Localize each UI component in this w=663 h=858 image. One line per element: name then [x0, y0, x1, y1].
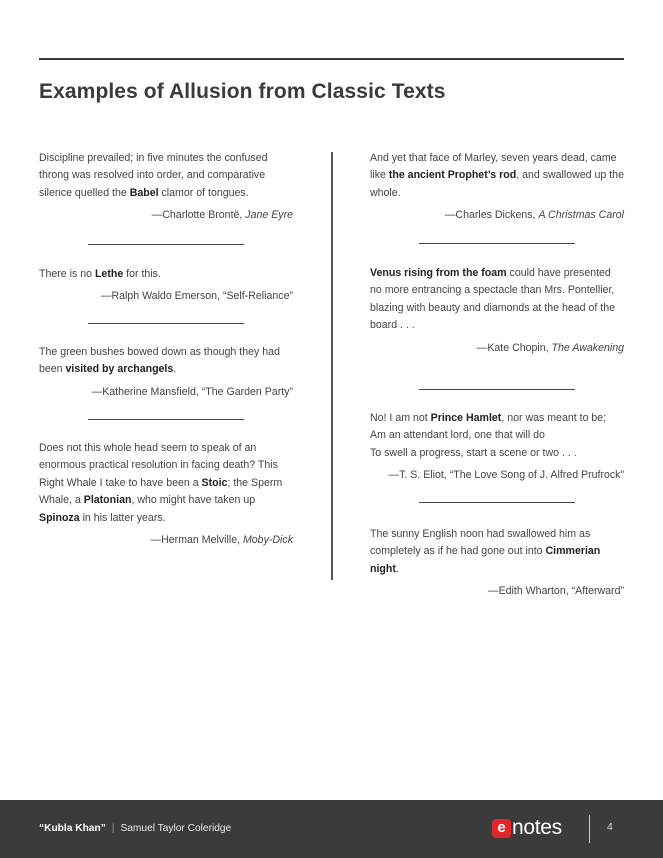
quote-block — [39, 150, 293, 235]
quote-attribution: —T. S. Eliot, “The Love Song of J. Alfred Prufrock” — [388, 469, 624, 482]
quote-text — [39, 344, 293, 379]
allusion-term: Platonian — [83, 494, 132, 507]
quote-attribution: —Kate Chopin, The Awakening — [476, 341, 624, 354]
quote-segment: The green bushes bowed down as though they had been — [39, 346, 280, 376]
right-column — [370, 150, 624, 598]
quote-attribution: —Katherine Mansfield, “The Garden Party” — [91, 385, 293, 398]
quote-segment: Discipline prevailed; in five minutes the confused throng was resolved into order, and comparative silence quelled the — [39, 152, 268, 199]
quote-block — [39, 440, 293, 547]
quote-segment: No! I am not — [370, 412, 431, 424]
allusion-term: Babel — [129, 186, 159, 199]
quote-text — [39, 440, 293, 527]
page-number: 4 — [607, 822, 613, 833]
quote-segment: , and swallowed up the whole. — [370, 169, 624, 199]
enotes-logo-icon: e — [492, 819, 511, 838]
quote-block — [39, 344, 293, 418]
quote-segment: And yet that face of Marley, seven years dead, came like — [370, 152, 617, 182]
quote-attribution: —Edith Wharton, “Afterward” — [488, 585, 624, 598]
column-divider — [331, 152, 333, 580]
quote-text — [370, 526, 624, 578]
footer-divider — [589, 815, 590, 843]
quote-segment: ; the Sperm Whale, a — [39, 476, 283, 507]
quote-segment: There is no — [39, 268, 95, 280]
footer — [0, 800, 663, 858]
quote-text — [39, 150, 293, 202]
quote-segment: , who might have taken up — [131, 494, 256, 507]
quote-block — [370, 526, 624, 598]
page-title: Examples of Allusion from Classic Texts — [39, 80, 446, 103]
allusion-term: Lethe — [94, 268, 124, 280]
quote-attribution: —Charlotte Brontë, Jane Eyre — [151, 209, 293, 222]
quote-block — [370, 265, 624, 371]
allusion-term: Stoic — [201, 476, 228, 489]
quote-block — [39, 266, 293, 321]
allusion-term: Spinoza — [39, 511, 80, 524]
quote-block — [370, 150, 624, 234]
quote-attribution: —Charles Dickens, A Christmas Carol — [444, 209, 624, 222]
enotes-logo[interactable] — [492, 816, 562, 840]
separator — [88, 244, 244, 245]
quote-segment: . — [173, 363, 177, 376]
separator — [88, 419, 244, 420]
enotes-logo-text: notes — [512, 816, 562, 839]
allusion-term: Cimmerian night — [370, 545, 601, 575]
quote-segment: could have presented no more entrancing a spectacle than Mrs. Pontellier, blazing with beauty and diamonds at the head of the board . . . — [370, 267, 616, 332]
allusion-term: Prince Hamlet — [430, 412, 502, 424]
separator — [419, 243, 575, 244]
quote-block — [370, 410, 624, 500]
quote-text — [370, 265, 624, 335]
left-column — [39, 150, 293, 547]
quote-segment: The sunny English noon had swallowed him as completely as if he had gone out into — [370, 528, 591, 558]
allusion-term: Venus rising from the foam — [370, 267, 507, 279]
top-rule — [39, 58, 624, 60]
quote-segment: . — [395, 562, 399, 575]
quote-text — [370, 410, 624, 462]
quote-text — [39, 266, 293, 283]
allusion-term: the ancient Prophet’s rod — [388, 169, 517, 182]
separator — [88, 323, 244, 324]
quote-segment: for this. — [123, 268, 161, 280]
allusion-term: visited by archangels — [65, 363, 174, 376]
quote-segment: Does not this whole head seem to speak of an enormous practical resolution in facing death? This Right Whale I take to have been a — [39, 442, 278, 489]
separator — [419, 502, 575, 503]
separator — [419, 389, 575, 390]
footer-separator: | — [111, 823, 115, 834]
quote-segment: clamor of tongues. — [158, 186, 249, 199]
footer-work-title: “Kubla Khan” — [39, 823, 106, 834]
quote-text — [370, 150, 624, 202]
quote-attribution: —Ralph Waldo Emerson, “Self-Reliance” — [100, 290, 293, 303]
quote-segment: in his latter years. — [79, 511, 166, 524]
quote-segment: , nor was meant to be; Am an attendant lord, one that will do To swell a progress, start a scene or two . . . — [370, 412, 607, 459]
quote-attribution: —Herman Melville, Moby-Dick — [150, 534, 293, 547]
footer-citation — [39, 823, 231, 834]
footer-author: Samuel Taylor Coleridge — [120, 823, 232, 834]
